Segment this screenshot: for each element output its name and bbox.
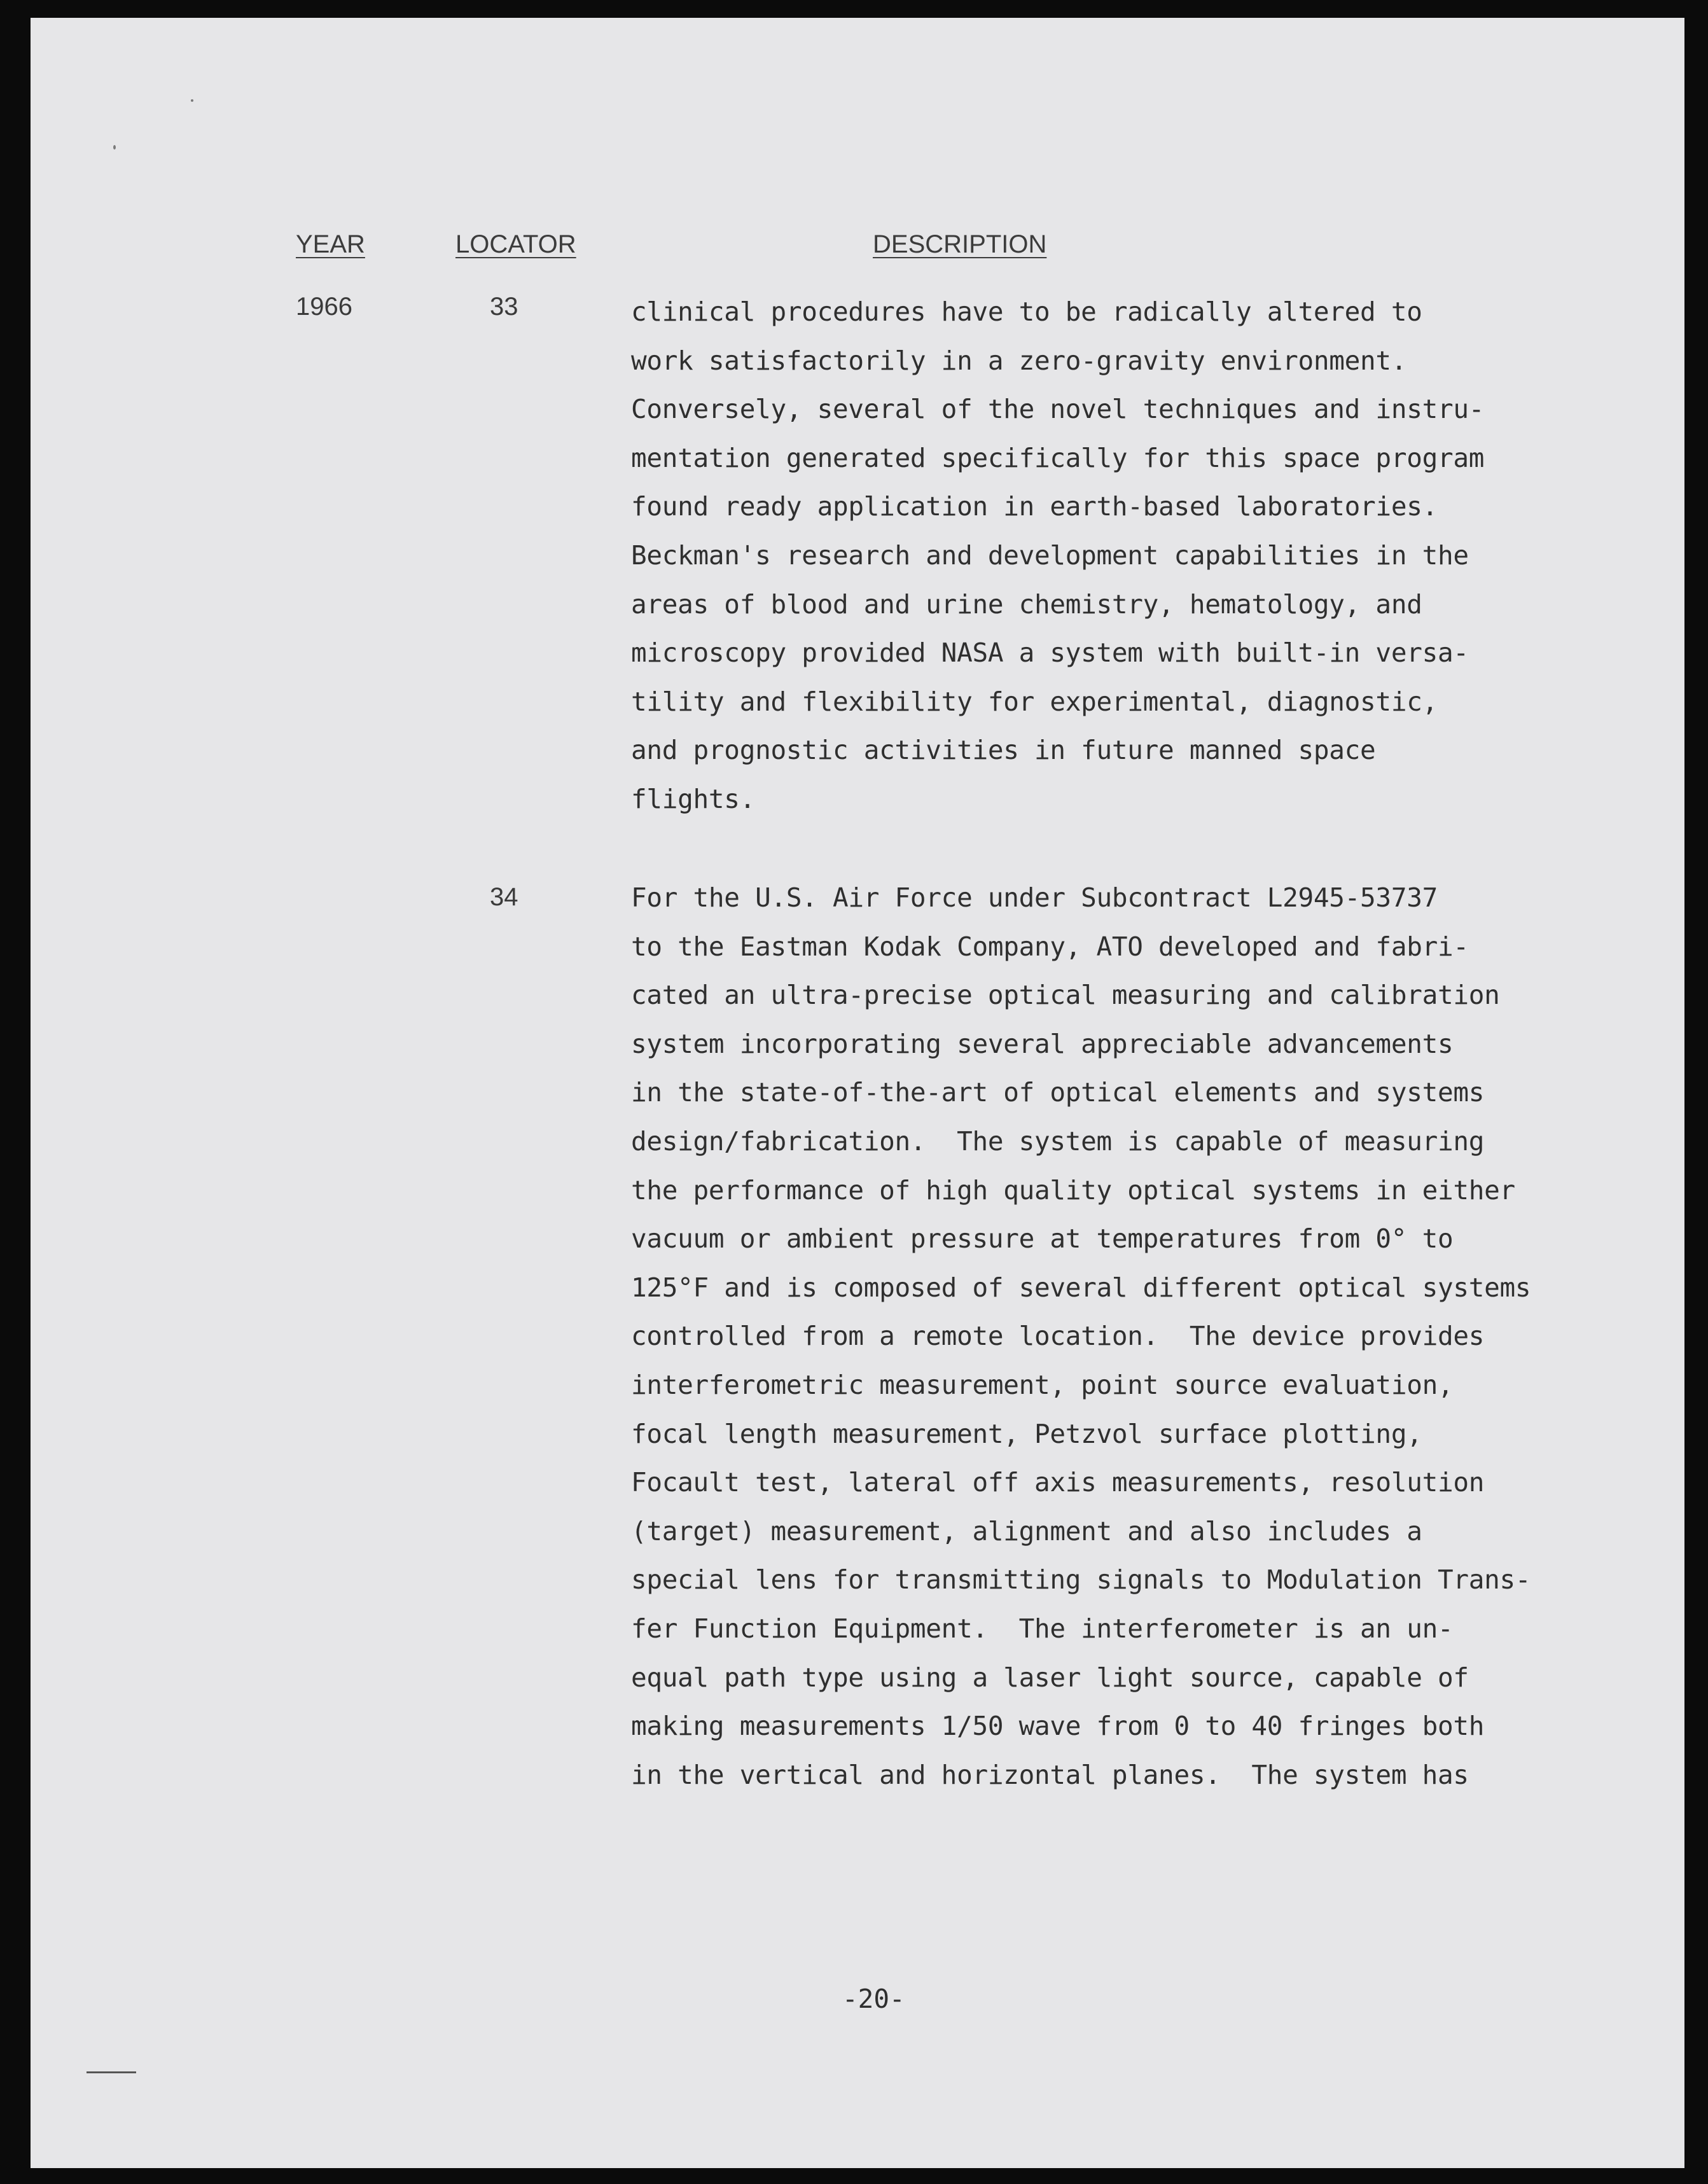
description-line: and prognostic activities in future manned space (631, 735, 1376, 766)
description-line: work satisfactorily in a zero-gravity environment. (631, 345, 1407, 376)
description-line: microscopy provided NASA a system with built-in versa- (631, 637, 1469, 669)
description-line: areas of blood and urine chemistry, hematology, and (631, 588, 1422, 620)
entry-locator: 33 (490, 293, 518, 321)
description-line: the performance of high quality optical systems in either (631, 1174, 1515, 1206)
description-line: (target) measurement, alignment and also includes a (631, 1515, 1422, 1547)
description-line: mentation generated specifically for this space program (631, 442, 1485, 473)
description-line: cated an ultra-precise optical measuring and calibration (631, 980, 1500, 1011)
description-line: fer Function Equipment. The interferometer is an un- (631, 1613, 1454, 1644)
description-line: in the vertical and horizontal planes. The system has (631, 1759, 1469, 1790)
entry-year: 1966 (296, 293, 352, 321)
description-line: design/fabrication. The system is capable of measuring (631, 1125, 1485, 1157)
description-line: focal length measurement, Petzvol surface plotting, (631, 1418, 1422, 1449)
entry-description (631, 873, 1623, 1799)
document-page (31, 18, 1684, 2168)
year-column-header: YEAR (296, 230, 365, 258)
description-line: found ready application in earth-based laboratories. (631, 491, 1438, 522)
scan-speck (191, 99, 193, 102)
description-line: Focault test, lateral off axis measurements, resolution (631, 1467, 1485, 1498)
description-line: For the U.S. Air Force under Subcontract L2945-53737 (631, 882, 1438, 913)
description-line: Conversely, several of the novel techniques and instru- (631, 394, 1485, 425)
description-line: tility and flexibility for experimental, diagnostic, (631, 686, 1438, 717)
locator-column-header: LOCATOR (455, 230, 576, 258)
description-line: special lens for transmitting signals to Modulation Trans- (631, 1564, 1531, 1596)
description-line: interferometric measurement, point source evaluation, (631, 1369, 1454, 1400)
page-number: -20- (842, 1984, 905, 2014)
description-line: equal path type using a laser light source, capable of (631, 1662, 1469, 1693)
description-column-header: DESCRIPTION (873, 230, 1047, 258)
description-line: Beckman's research and development capabilities in the (631, 539, 1469, 571)
description-line: flights. (631, 783, 756, 814)
description-line: vacuum or ambient pressure at temperatures from 0° to (631, 1223, 1454, 1255)
scan-speck (113, 145, 116, 150)
scan-edge-mark (87, 2071, 136, 2073)
description-line: to the Eastman Kodak Company, ATO developed and fabri- (631, 931, 1469, 962)
entry-locator: 34 (490, 883, 518, 911)
entry-description (631, 288, 1623, 824)
description-line: clinical procedures have to be radically altered to (631, 296, 1422, 327)
description-line: controlled from a remote location. The device provides (631, 1321, 1485, 1352)
description-line: 125°F and is composed of several different optical systems (631, 1272, 1531, 1303)
description-line: in the state-of-the-art of optical elements and systems (631, 1077, 1485, 1108)
description-line: making measurements 1/50 wave from 0 to 40 fringes both (631, 1711, 1485, 1742)
description-line: system incorporating several appreciable advancements (631, 1028, 1454, 1059)
